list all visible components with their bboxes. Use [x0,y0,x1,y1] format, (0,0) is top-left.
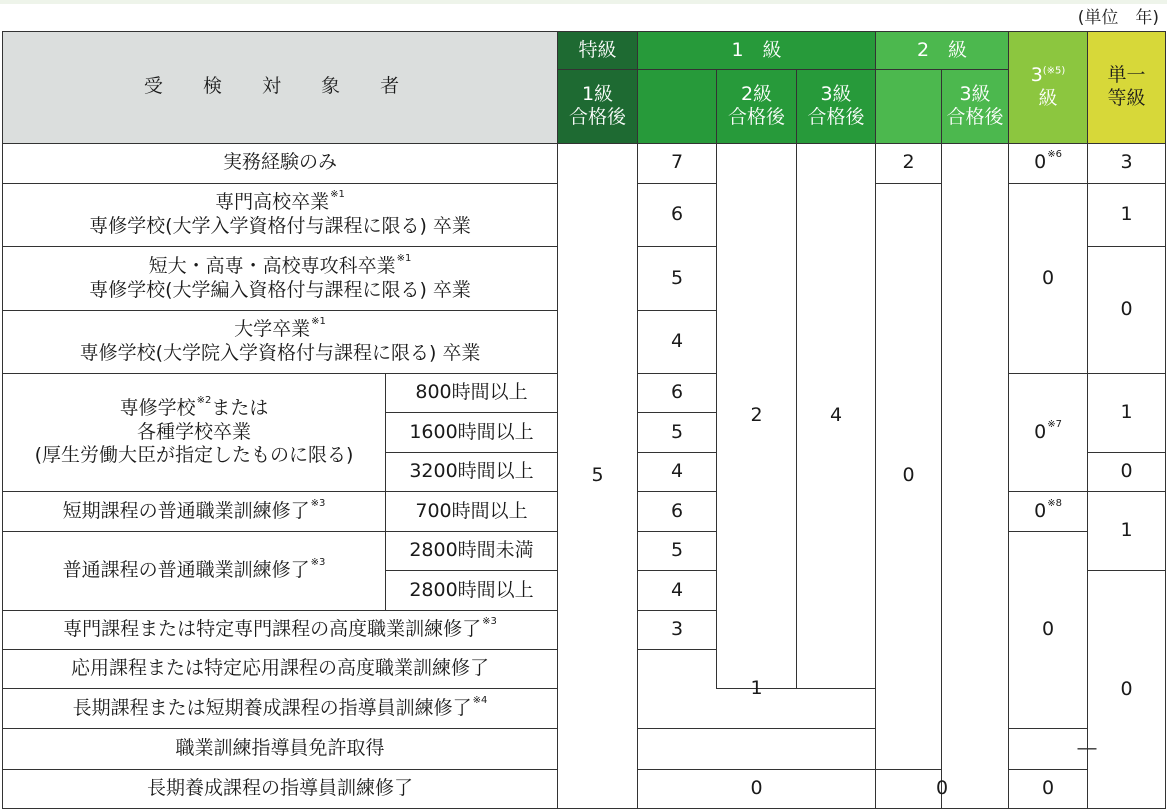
cell-g3-r1 [1009,143,1088,183]
cell-g3-r1-value: 0 [1034,151,1047,174]
header-grade2-after3 [942,70,1009,143]
eligibility-table [2,31,1166,809]
cell-g3-senshu-value: 0 [1034,420,1047,443]
row-label-vocational-school-or: または [211,396,269,419]
cell-tan-3200: 0 [1088,452,1166,491]
note-1: ※1 [311,316,326,328]
row-label-regular-course [3,532,386,611]
row-label-instructor-license: 職業訓練指導員免許取得 [3,729,558,769]
row-label-short-course-text: 短期課程の普通職業訓練修了 [62,499,310,522]
row-label-junior-college [3,247,558,310]
header-toku: 特級 [558,32,638,70]
row-label-vocational-school [3,374,386,492]
cell-g1-after3: 4 [797,143,876,688]
row-label-specialized-course-text: 専門課程または特定専門課程の高度職業訓練修了 [63,617,482,640]
note-1: ※1 [330,189,345,201]
note-7: ※7 [1047,418,1062,430]
hours-800: 800時間以上 [386,374,558,413]
row-label-vocational-high-line1: 専門高校卒業 [215,191,330,214]
cell-g2-license: ― [1009,729,1166,769]
header-grade3 [1009,32,1088,144]
cell-g2-merged: 0 [876,183,942,769]
row-label-vocational-high-line2: 専修学校(大学入学資格付与課程に限る) 卒業 [89,215,471,238]
header-grade1-after2 [717,70,797,143]
hours-700: 700時間以上 [386,491,558,531]
cell-g1-long: 0 [638,769,876,808]
row-label-regular-course-text: 普通課程の普通職業訓練修了 [62,559,310,582]
cell-g2-r1: 2 [876,143,942,183]
cell-g1-after2: 2 [717,143,797,688]
hours-2800-under: 2800時間未満 [386,532,558,571]
header-grade1: 1 級 [638,32,876,70]
cell-g2-after3-blank [942,143,1009,808]
row-label-university-line1: 大学卒業 [234,318,311,341]
hours-2800-over: 2800時間以上 [386,571,558,610]
row-label-vocational-high [3,183,558,246]
row-label-university-line2: 専修学校(大学院入学資格付与課程に限る) 卒業 [79,341,481,364]
cell-g3-700 [1009,491,1088,531]
row-label-vocational-school-line3: (厚生労働大臣が指定したものに限る) [34,444,354,467]
cell-tan-800-1600: 1 [1088,374,1166,453]
header-grade3-kyu: 級 [1038,87,1058,110]
cell-g1-license-blank [638,729,876,769]
header-target: 受 検 対 象 者 [3,32,558,144]
header-grade1-after3 [797,70,876,143]
cell-g1-r3: 5 [638,247,717,310]
cell-g1-800: 6 [638,374,717,413]
cell-tan-short-2800u: 1 [1088,491,1166,571]
header-grade1-after2-line1: 2級 [740,82,773,105]
note-2: ※2 [196,394,212,406]
row-label-long-training: 長期養成課程の指導員訓練修了 [3,769,558,808]
cell-tan-r1: 3 [1088,143,1166,183]
cell-g1-r1: 7 [638,143,717,183]
header-grade2: 2 級 [876,32,1009,70]
note-3: ※3 [482,615,497,627]
cell-g3-senshu [1009,374,1088,492]
cell-tan-r2: 1 [1088,183,1166,246]
hours-1600: 1600時間以上 [386,413,558,452]
cell-g3-r2-4: 0 [1009,183,1088,373]
row-label-experience-only: 実務経験のみ [3,143,558,183]
cell-toku-value: 5 [558,143,638,808]
row-label-instructor-training [3,689,558,729]
cell-g3-long: 0 [1009,769,1088,808]
cell-g1-2800o: 4 [638,571,717,610]
cell-g3-lower: 0 [1009,532,1088,729]
header-grade1-after2-line2: 合格後 [728,106,786,129]
header-single-line2: 等級 [1107,87,1146,110]
cell-g1-2800u: 5 [638,532,717,571]
cell-tan-lower: 0 [1088,571,1166,809]
header-grade2-after3-line2: 合格後 [946,106,1004,129]
cell-g1-700: 6 [638,491,717,531]
cell-g2-long: 0 [876,769,1009,808]
header-grade2-blank [876,70,942,143]
header-toku-sub-line2: 合格後 [569,106,627,129]
header-toku-sub [558,70,638,143]
row-label-university [3,310,558,373]
header-grade1-after3-line1: 3級 [820,82,852,105]
note-1: ※1 [396,252,412,264]
row-label-instructor-training-text: 長期課程または短期養成課程の指導員訓練修了 [72,696,472,719]
top-strip [0,0,1167,4]
header-grade3-note: (※5) [1042,65,1066,77]
row-label-vocational-school-line1: 専修学校 [119,396,196,419]
cell-g3-700-value: 0 [1034,499,1047,522]
header-single-line1: 単一 [1107,63,1146,86]
cell-g1-applied-instructor: 1 [638,649,876,729]
row-label-vocational-school-line2: 各種学校卒業 [136,420,251,443]
header-grade2-after3-line1: 3級 [959,82,991,105]
hours-3200: 3200時間以上 [386,452,558,491]
note-4: ※4 [472,694,488,706]
note-3: ※3 [310,497,326,509]
cell-g1-r4: 4 [638,310,717,373]
unit-label: (単位 年) [1077,8,1159,28]
cell-g1-3200: 4 [638,452,717,491]
cell-g1-r2: 6 [638,183,717,246]
row-label-junior-college-line1: 短大・高専・高校専攻科卒業 [148,254,396,277]
cell-tan-r3-4: 0 [1088,247,1166,374]
header-grade1-after3-line2: 合格後 [807,106,865,129]
row-label-short-course [3,491,386,531]
cell-g1-1600: 5 [638,413,717,452]
note-3: ※3 [310,557,326,569]
header-grade3-num: 3 [1030,63,1043,86]
header-toku-sub-line1: 1級 [581,82,614,105]
row-label-specialized-course [3,610,558,649]
header-grade1-blank [638,70,717,143]
row-label-applied-course: 応用課程または特定応用課程の高度職業訓練修了 [3,649,558,688]
row-label-junior-college-line2: 専修学校(大学編入資格付与課程に限る) 卒業 [89,278,471,301]
note-6: ※6 [1047,149,1062,161]
cell-g1-senmon: 3 [638,610,717,649]
header-single-grade [1088,32,1166,144]
note-8: ※8 [1047,497,1062,509]
